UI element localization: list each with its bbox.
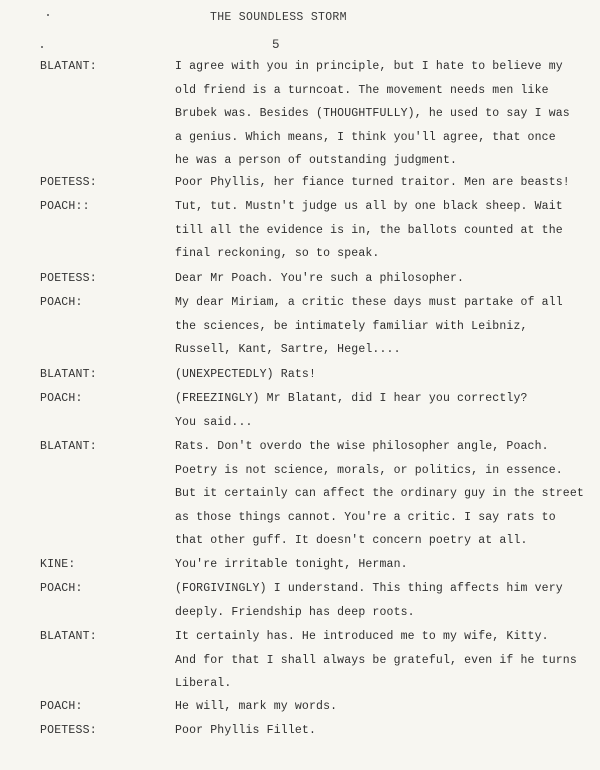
speaker-name: BLATANT: (40, 440, 97, 453)
dialogue-line: a genius. Which means, I think you'll agree, that once (175, 130, 556, 144)
dialogue-line: I agree with you in principle, but I hate to believe my (175, 60, 563, 73)
dialogue-line: old friend is a turncoat. The movement needs men like (175, 83, 549, 97)
speaker-name: POACH: (40, 582, 83, 595)
dialogue-line: Russell, Kant, Sartre, Hegel.... (175, 343, 401, 357)
dialogue-line: he was a person of outstanding judgment. (175, 154, 458, 168)
dialogue-line: till all the evidence is in, the ballots counted at the (175, 223, 563, 237)
ink-mark (47, 14, 49, 16)
dialogue-line: And for that I shall always be grateful, even if he turns (175, 653, 577, 667)
dialogue-line: Tut, tut. Mustn't judge us all by one black sheep. Wait (175, 200, 563, 213)
dialogue-line: You're irritable tonight, Herman. (175, 558, 408, 571)
dialogue-line: deeply. Friendship has deep roots. (175, 605, 415, 619)
speaker-name: BLATANT: (40, 60, 97, 73)
speaker-name: POACH: (40, 700, 83, 713)
dialogue-line: It certainly has. He introduced me to my wife, Kitty. (175, 630, 549, 643)
speaker-name: POACH:: (40, 200, 90, 213)
speaker-name: BLATANT: (40, 368, 97, 381)
dialogue-line: final reckoning, so to speak. (175, 247, 380, 261)
dialogue-line: Poor Phyllis, her fiance turned traitor. Men are beasts! (175, 176, 570, 189)
dialogue-line: Dear Mr Poach. You're such a philosopher. (175, 272, 465, 285)
speaker-name: BLATANT: (40, 630, 97, 643)
dialogue-line: (UNEXPECTEDLY) Rats! (175, 368, 317, 381)
dialogue-line: My dear Miriam, a critic these days must partake of all (175, 296, 563, 309)
speaker-name: POETESS: (40, 724, 97, 737)
ink-mark (41, 46, 43, 48)
dialogue-line: that other guff. It doesn't concern poetry at all. (175, 534, 528, 548)
dialogue-line: (FREEZINGLY) Mr Blatant, did I hear you correctly? (175, 392, 528, 405)
dialogue-line: You said... (175, 415, 253, 429)
dialogue-line: He will, mark my words. (175, 700, 338, 713)
dialogue-line: Liberal. (175, 677, 232, 691)
dialogue-line: as those things cannot. You're a critic. I say rats to (175, 510, 556, 524)
dialogue-line: (FORGIVINGLY) I understand. This thing affects him very (175, 582, 563, 595)
speaker-name: POACH: (40, 392, 83, 405)
dialogue-line: Brubek was. Besides (THOUGHTFULLY), he used to say I was (175, 107, 570, 121)
speaker-name: POETESS: (40, 272, 97, 285)
dialogue-line: Poor Phyllis Fillet. (175, 724, 317, 737)
play-title: THE SOUNDLESS STORM (210, 11, 347, 24)
speaker-name: POETESS: (40, 176, 97, 189)
dialogue-line: But it certainly can affect the ordinary guy in the street (175, 487, 584, 501)
speaker-name: POACH: (40, 296, 83, 309)
dialogue-line: the sciences, be intimately familiar with Leibniz, (175, 319, 528, 333)
page-number: 5 (272, 38, 280, 52)
dialogue-line: Rats. Don't overdo the wise philosopher angle, Poach. (175, 440, 549, 453)
speaker-name: KINE: (40, 558, 76, 571)
dialogue-line: Poetry is not science, morals, or politics, in essence. (175, 463, 563, 477)
